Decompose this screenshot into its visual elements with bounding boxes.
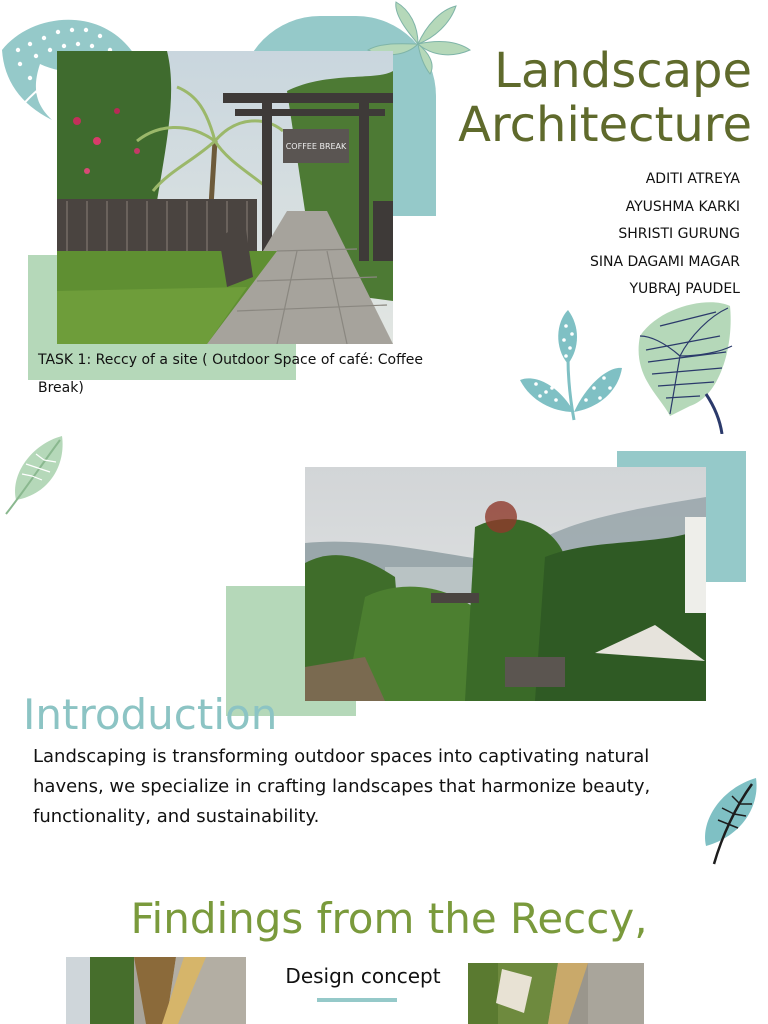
author-name: SINA DAGAMI MAGAR bbox=[589, 253, 740, 270]
coffee-break-sign: COFFEE BREAK bbox=[285, 142, 347, 151]
findings-photo-left bbox=[66, 957, 246, 1024]
title-line-2: Architecture bbox=[458, 97, 752, 153]
lake-view-photo bbox=[305, 467, 706, 701]
design-concept-label: Design concept bbox=[285, 964, 441, 988]
title-line-1: Landscape bbox=[494, 43, 752, 99]
dark-leaf-icon bbox=[698, 776, 760, 866]
author-name: SHRISTI GURUNG bbox=[618, 226, 740, 243]
task-caption: TASK 1: Reccy of a site ( Outdoor Space of café: Coffee Break) bbox=[38, 352, 423, 396]
findings-photo-right bbox=[468, 963, 644, 1024]
design-concept-underline bbox=[317, 998, 397, 1002]
striped-leaf-icon bbox=[630, 296, 734, 434]
introduction-body: Landscaping is transforming outdoor spaces into captivating natural havens, we specialize in crafting landscapes that harmonize beauty, functionality, and sustainability. bbox=[33, 746, 651, 827]
introduction-heading: Introduction bbox=[23, 690, 278, 739]
cafe-entrance-photo bbox=[57, 51, 393, 344]
author-name: ADITI ATREYA bbox=[645, 171, 740, 187]
dotted-sprig-icon bbox=[518, 308, 624, 424]
author-list bbox=[590, 166, 740, 304]
feather-leaf-icon bbox=[2, 434, 66, 516]
page-title bbox=[458, 44, 752, 152]
author-name: AYUSHMA KARKI bbox=[625, 198, 740, 215]
author-name: YUBRAJ PAUDEL bbox=[629, 281, 740, 298]
findings-heading: Findings from the Reccy, bbox=[130, 894, 648, 943]
